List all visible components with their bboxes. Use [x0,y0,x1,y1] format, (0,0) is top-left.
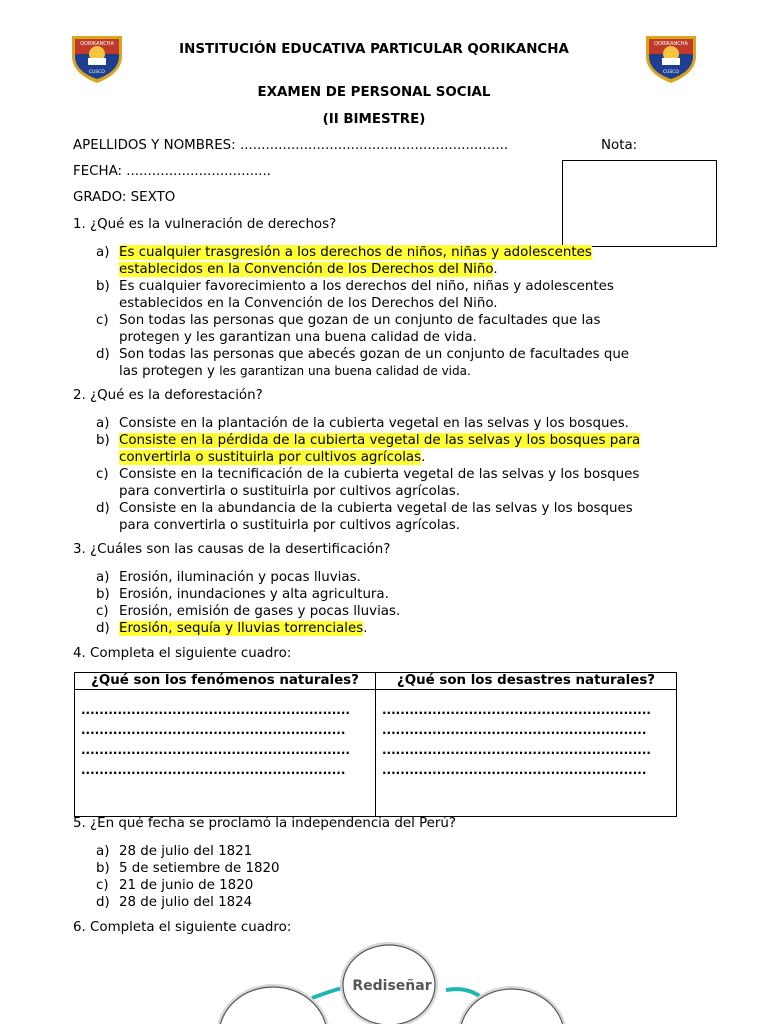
option-text: Es cualquier favorecimiento a los derechos del niño, niñas y adolescentes [119,279,614,294]
answer-line: ........................................................... [382,743,651,757]
logo-top-text: QORIKANCHA [80,41,114,47]
diagram-connector-left [312,988,343,998]
option-letter: c) [96,604,109,619]
option-letter: d) [96,621,110,636]
option-letter: d) [96,895,110,910]
option-letter: c) [96,467,109,482]
question-4: 4. Completa el siguiente cuadro: [73,646,292,661]
option-tail: . [421,450,426,465]
option-text: Consiste en la abundancia de la cubierta vegetal de las selvas y los bosques [119,501,633,516]
answer-line: .......................................................... [382,723,647,737]
answer-line: ........................................................... [81,743,350,757]
question-5: 5. ¿En qué fecha se proclamó la independencia del Perú? [73,816,457,831]
option-text: Erosión, inundaciones y alta agricultura. [119,587,389,602]
option-letter: b) [96,861,110,876]
question-2: 2. ¿Qué es la deforestación? [73,388,263,403]
option-text: 5 de setiembre de 1820 [119,861,280,876]
option-tail: . [493,262,498,277]
option-letter: a) [96,416,110,431]
names-field: APELLIDOS Y NOMBRES: ............................................................... [73,138,509,153]
nota-label: Nota: [601,138,638,153]
option-letter: b) [96,279,110,294]
grade-field: GRADO: SEXTO [73,190,176,205]
option-letter: d) [96,501,110,516]
option-letter: b) [96,433,110,448]
option-text: Son todas las personas que gozan de un conjunto de facultades que las [119,313,601,328]
date-field: FECHA: .................................. [73,164,271,179]
answer-cell-desastres[interactable] [376,690,677,817]
answer-line: .......................................................... [81,723,346,737]
option-text-small: les garantizan una buena calidad de vida. [219,364,471,378]
option-text: Erosión, iluminación y pocas lluvias. [119,570,361,585]
option-text: 21 de junio de 1820 [119,878,254,893]
option-text-cont: establecidos en la Convención de los Derechos del Niño. [119,296,498,311]
option-text-cont: protegen y les garantizan una buena calidad de vida. [119,330,477,345]
option-letter: d) [96,347,110,362]
diagram-center-label: Rediseñar [352,978,432,994]
option-letter: a) [96,245,110,260]
question-3: 3. ¿Cuáles son las causas de la desertificación? [73,542,391,557]
table-header-fenomenos: ¿Qué son los fenómenos naturales? [75,673,376,690]
option-text: 28 de julio del 1824 [119,895,253,910]
q6-diagram [200,940,580,1024]
option-text: Es cualquier trasgresión a los derechos de niños, niñas y adolescentes [119,245,592,260]
exam-title: EXAMEN DE PERSONAL SOCIAL [257,85,491,100]
logo-bottom-text: CUSCO [89,70,105,75]
option-text: Consiste en la plantación de la cubierta vegetal en las selvas y los bosques. [119,416,629,431]
option-text: Erosión, emisión de gases y pocas lluvias. [119,604,401,619]
answer-line: ........................................................... [382,703,651,717]
nota-box [562,160,717,247]
answer-line: .......................................................... [81,763,346,777]
diagram-node-left[interactable] [219,987,327,1024]
logo-top-text: QORIKANCHA [654,41,688,47]
option-text-cont: para convertirla o sustituirla por cultivos agrícolas. [119,518,461,533]
option-tail: . [363,621,368,636]
option-text: Consiste en la tecnificación de la cubierta vegetal de las selvas y los bosques [119,467,640,482]
option-text-cont: establecidos en la Convención de los Derechos del Niño [119,262,494,277]
table-header-desastres: ¿Qué son los desastres naturales? [376,673,677,690]
option-text-cont: para convertirla o sustituirla por cultivos agrícolas. [119,484,461,499]
option-letter: c) [96,878,109,893]
option-text: Erosión, sequía y lluvias torrenciales [119,621,364,636]
question-6: 6. Completa el siguiente cuadro: [73,920,292,935]
logo-bottom-text: CUSCO [663,70,679,75]
option-text: Consiste en la pérdida de la cubierta vegetal de las selvas y los bosques para [119,433,641,448]
option-letter: b) [96,587,110,602]
exam-bimester: (II BIMESTRE) [322,112,426,127]
answer-cell-fenomenos[interactable] [75,690,376,817]
school-name: INSTITUCIÓN EDUCATIVA PARTICULAR QORIKANCHA [179,42,569,57]
option-text-cont: las protegen y [119,364,220,379]
question-1: 1. ¿Qué es la vulneración de derechos? [73,217,337,232]
option-text: Son todas las personas que abecés gozan de un conjunto de facultades que [119,347,630,362]
option-letter: a) [96,844,110,859]
option-letter: a) [96,570,110,585]
q4-table [74,672,677,817]
option-letter: c) [96,313,109,328]
option-text-cont: convertirla o sustituirla por cultivos agrícolas [119,450,422,465]
option-text: 28 de julio del 1821 [119,844,253,859]
answer-line: .......................................................... [382,763,647,777]
answer-line: ........................................................... [81,703,350,717]
